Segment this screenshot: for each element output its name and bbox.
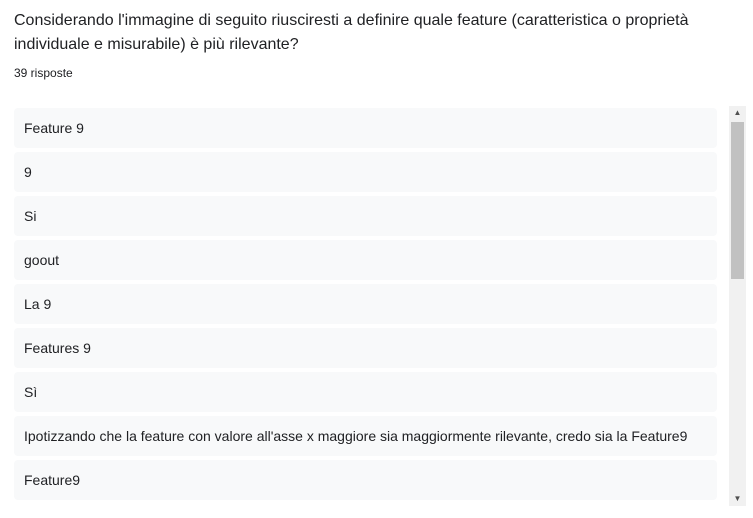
response-list-scrollbar[interactable]	[729, 106, 746, 506]
response-count: 39 risposte	[14, 66, 73, 80]
response-item: goout	[14, 240, 717, 280]
response-item: Si	[14, 196, 717, 236]
response-item: Features 9	[14, 328, 717, 368]
response-item: 9	[14, 152, 717, 192]
response-item: Feature 9	[14, 108, 717, 148]
scroll-down-arrow-icon[interactable]: ▼	[733, 494, 742, 503]
response-list[interactable]	[14, 108, 717, 504]
scroll-up-arrow-icon[interactable]: ▲	[733, 108, 742, 117]
response-item: Ipotizzando che la feature con valore all'asse x maggiore sia maggiormente rilevante, credo sia la Feature9	[14, 416, 717, 456]
question-title: Considerando l'immagine di seguito riusciresti a definire quale feature (caratteristica o proprietà individuale e misurabile) è più rilevante?	[14, 12, 689, 53]
response-item: Sì	[14, 372, 717, 412]
response-item: Feature9	[14, 460, 717, 500]
scrollbar-thumb[interactable]	[731, 122, 744, 279]
response-item: La 9	[14, 284, 717, 324]
